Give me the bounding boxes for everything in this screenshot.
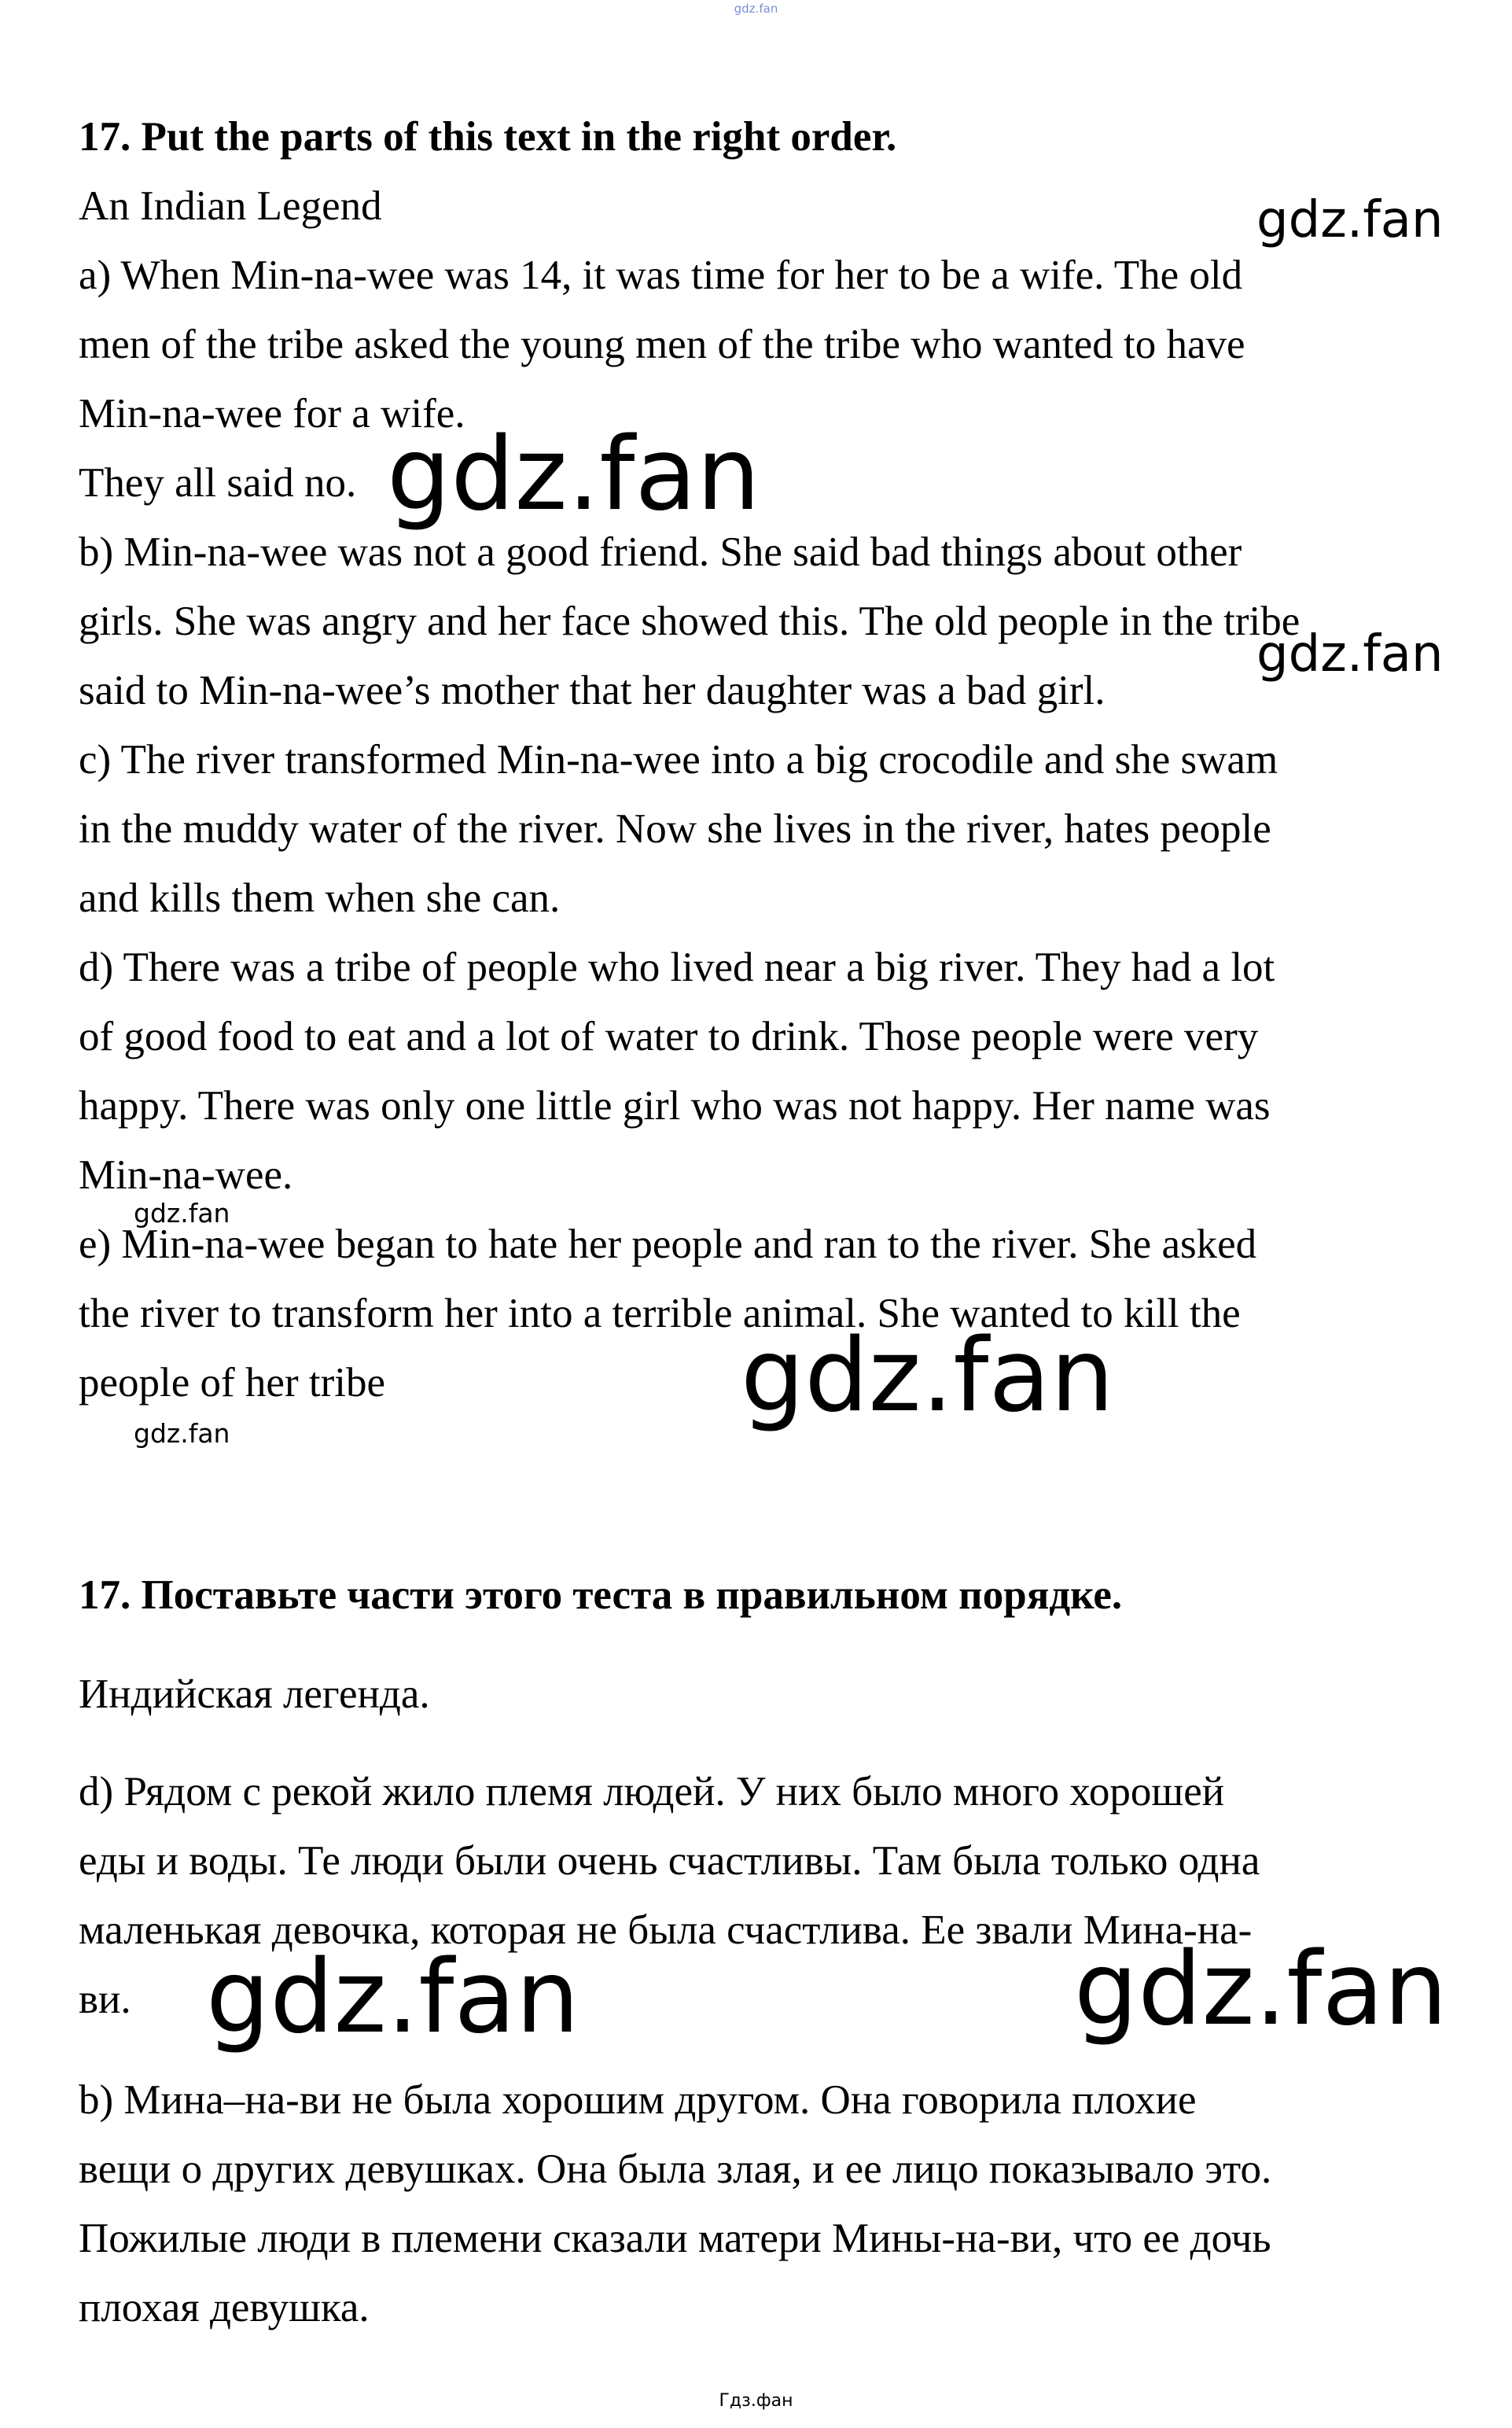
english-section: [79, 102, 1478, 1417]
paragraph-line: girls. She was angry and her face showed this. The old people in the tribe: [79, 599, 1300, 644]
watermark-text: gdz.fan: [134, 1198, 230, 1229]
paragraph-line: said to Min-na-wee’s mother that her daughter was a bad girl.: [79, 668, 1105, 713]
paragraph-line: Пожилые люди в племени сказали матери Мины-на-ви, что ее дочь: [79, 2216, 1271, 2261]
exercise-heading: 17. Put the parts of this text in the right order.: [79, 114, 897, 160]
russian-heading-block: [79, 1560, 1478, 1630]
paragraph-line: еды и воды. Те люди были очень счастливы. Там была только одна: [79, 1838, 1260, 1884]
paragraph-line: e) Min-na-wee began to hate her people and ran to the river. She asked: [79, 1221, 1257, 1267]
paragraph-line: b) Min-na-wee was not a good friend. She said bad things about other: [79, 529, 1242, 575]
paragraph-b: [79, 518, 1478, 725]
watermark-text: gdz.fan: [1256, 625, 1444, 683]
paragraph-line: happy. There was only one little girl who was not happy. Her name was: [79, 1083, 1271, 1129]
paragraph-c: [79, 725, 1478, 933]
watermark-text: gdz.fan: [1256, 191, 1444, 249]
paragraph-line: men of the tribe asked the young men of the tribe who wanted to have: [79, 322, 1245, 367]
watermark-text: gdz.fan: [741, 1317, 1114, 1435]
watermark-text: gdz.fan: [206, 1939, 579, 2056]
paragraph-line: Min-na-wee.: [79, 1152, 293, 1198]
paragraph-line: and kills them when she can.: [79, 875, 561, 921]
paragraph-line: b) Мина–на-ви не была хорошим другом. Она говорила плохие: [79, 2077, 1197, 2123]
paragraph-line: плохая девушка.: [79, 2285, 370, 2330]
paragraph-line: d) Рядом с рекой жило племя людей. У них было много хорошей: [79, 1769, 1225, 1815]
paragraph-a: [79, 241, 1478, 518]
watermark-text: gdz.fan: [134, 1418, 230, 1449]
legend-title: An Indian Legend: [79, 183, 382, 229]
watermark-text: gdz.fan: [387, 416, 760, 533]
exercise-heading-ru: 17. Поставьте части этого теста в правильном порядке.: [79, 1572, 1123, 1618]
russian-title-block: [79, 1660, 1478, 1729]
paragraph-line: They all said no.: [79, 460, 357, 506]
footer-watermark: Гдз.фан: [719, 2391, 793, 2411]
legend-title-ru: Индийская легенда.: [79, 1671, 430, 1717]
paragraph-line: ви.: [79, 1977, 131, 2022]
header-watermark: gdz.fan: [734, 2, 778, 16]
paragraph-line: the river to transform her into a terrible animal. She wanted to kill the: [79, 1291, 1241, 1336]
paragraph-line: in the muddy water of the river. Now she lives in the river, hates people: [79, 806, 1271, 852]
paragraph-line: of good food to eat and a lot of water to drink. Those people were very: [79, 1014, 1259, 1059]
paragraph-line: c) The river transformed Min-na-wee into a big crocodile and she swam: [79, 737, 1278, 783]
paragraph-line: вещи о других девушках. Она была злая, и ее лицо показывало это.: [79, 2146, 1272, 2192]
paragraph-b-ru: [79, 2065, 1478, 2342]
paragraph-line: d) There was a tribe of people who lived near a big river. They had a lot: [79, 945, 1275, 990]
paragraph-line: a) When Min-na-wee was 14, it was time for her to be a wife. The old: [79, 252, 1243, 298]
paragraph-line: Min-na-wee for a wife.: [79, 391, 465, 437]
paragraph-line: маленькая девочка, которая не была счастлива. Ее звали Мина-на-: [79, 1907, 1253, 1953]
paragraph-d: [79, 933, 1478, 1210]
paragraph-line: people of her tribe: [79, 1360, 385, 1406]
watermark-text: gdz.fan: [1074, 1931, 1448, 2048]
